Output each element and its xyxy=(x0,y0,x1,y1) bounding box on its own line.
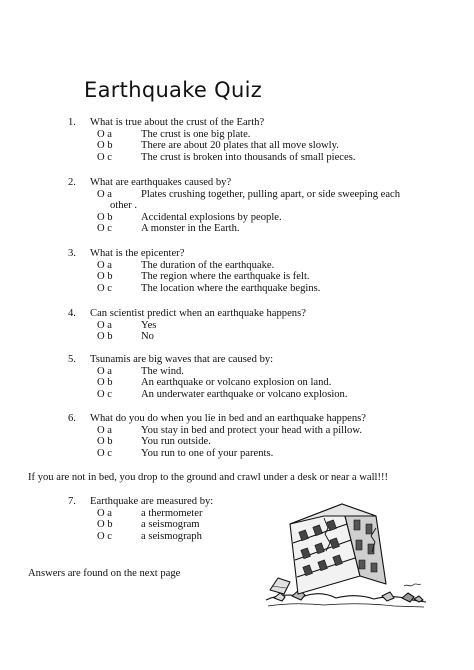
question-text: What is true about the crust of the Earth? xyxy=(90,117,265,128)
option-4a[interactable]: O a Yes xyxy=(97,319,157,331)
question-number: 5. xyxy=(68,354,76,365)
question-number: 2. xyxy=(68,177,76,188)
safety-note: If you are not in bed, you drop to the ground and crawl under a desk or near a wall!!! xyxy=(28,472,389,483)
option-5a[interactable]: O a The wind. xyxy=(97,365,184,377)
question-number: 3. xyxy=(68,248,76,259)
option-3a[interactable]: O a The duration of the earthquake. xyxy=(97,259,275,271)
question-7 xyxy=(68,496,213,542)
question-3 xyxy=(68,248,320,294)
question-number: 7. xyxy=(68,496,76,507)
page-title: Earthquake Quiz xyxy=(84,78,263,102)
option-4b[interactable]: O b No xyxy=(97,331,154,343)
question-text: What do you do when you lie in bed and an earthquake happens? xyxy=(90,413,366,424)
question-5 xyxy=(68,354,348,400)
option-5c[interactable]: O c An underwater earthquake or volcano explosion. xyxy=(97,388,348,400)
option-1a[interactable]: O a The crust is one big plate. xyxy=(97,128,251,140)
question-text: What are earthquakes caused by? xyxy=(90,177,232,188)
question-1 xyxy=(68,117,355,163)
option-7c[interactable]: O c a seismograph xyxy=(97,530,202,542)
option-2a-continuation: other . xyxy=(110,200,138,212)
option-1b[interactable]: O b There are about 20 plates that all move slowly. xyxy=(97,140,339,152)
option-1c[interactable]: O c The crust is broken into thousands of small pieces. xyxy=(97,151,356,163)
question-2 xyxy=(68,177,400,235)
option-3c[interactable]: O c The location where the earthquake begins. xyxy=(97,282,321,294)
option-7b[interactable]: O b a seismogram xyxy=(97,519,200,531)
question-number: 1. xyxy=(68,117,76,128)
question-6 xyxy=(68,413,366,459)
question-text: Can scientist predict when an earthquake happens? xyxy=(90,308,306,319)
option-2c[interactable]: O c A monster in the Earth. xyxy=(97,223,240,235)
option-5b[interactable]: O b An earthquake or volcano explosion on land. xyxy=(97,377,332,389)
question-text: What is the epicenter? xyxy=(90,248,185,259)
question-text: Tsunamis are big waves that are caused by: xyxy=(90,354,274,365)
option-3b[interactable]: O b The region where the earthquake is felt. xyxy=(97,271,310,283)
question-4 xyxy=(68,308,306,343)
option-6a[interactable]: O a You stay in bed and protect your head with a pillow. xyxy=(97,424,362,436)
option-6b[interactable]: O b You run outside. xyxy=(97,436,211,448)
option-7a[interactable]: O a a thermometer xyxy=(97,507,203,519)
option-6c[interactable]: O c You run to one of your parents. xyxy=(97,447,274,459)
option-2b[interactable]: O b Accidental explosions by people. xyxy=(97,211,282,223)
collapsed-building-icon xyxy=(264,498,430,614)
question-number: 4. xyxy=(68,308,76,319)
option-2a[interactable]: O a Plates crushing together, pulling apart, or side sweeping each xyxy=(97,188,401,200)
question-text: Earthquake are measured by: xyxy=(90,496,214,507)
answers-note: Answers are found on the next page xyxy=(28,568,181,579)
question-number: 6. xyxy=(68,413,76,424)
